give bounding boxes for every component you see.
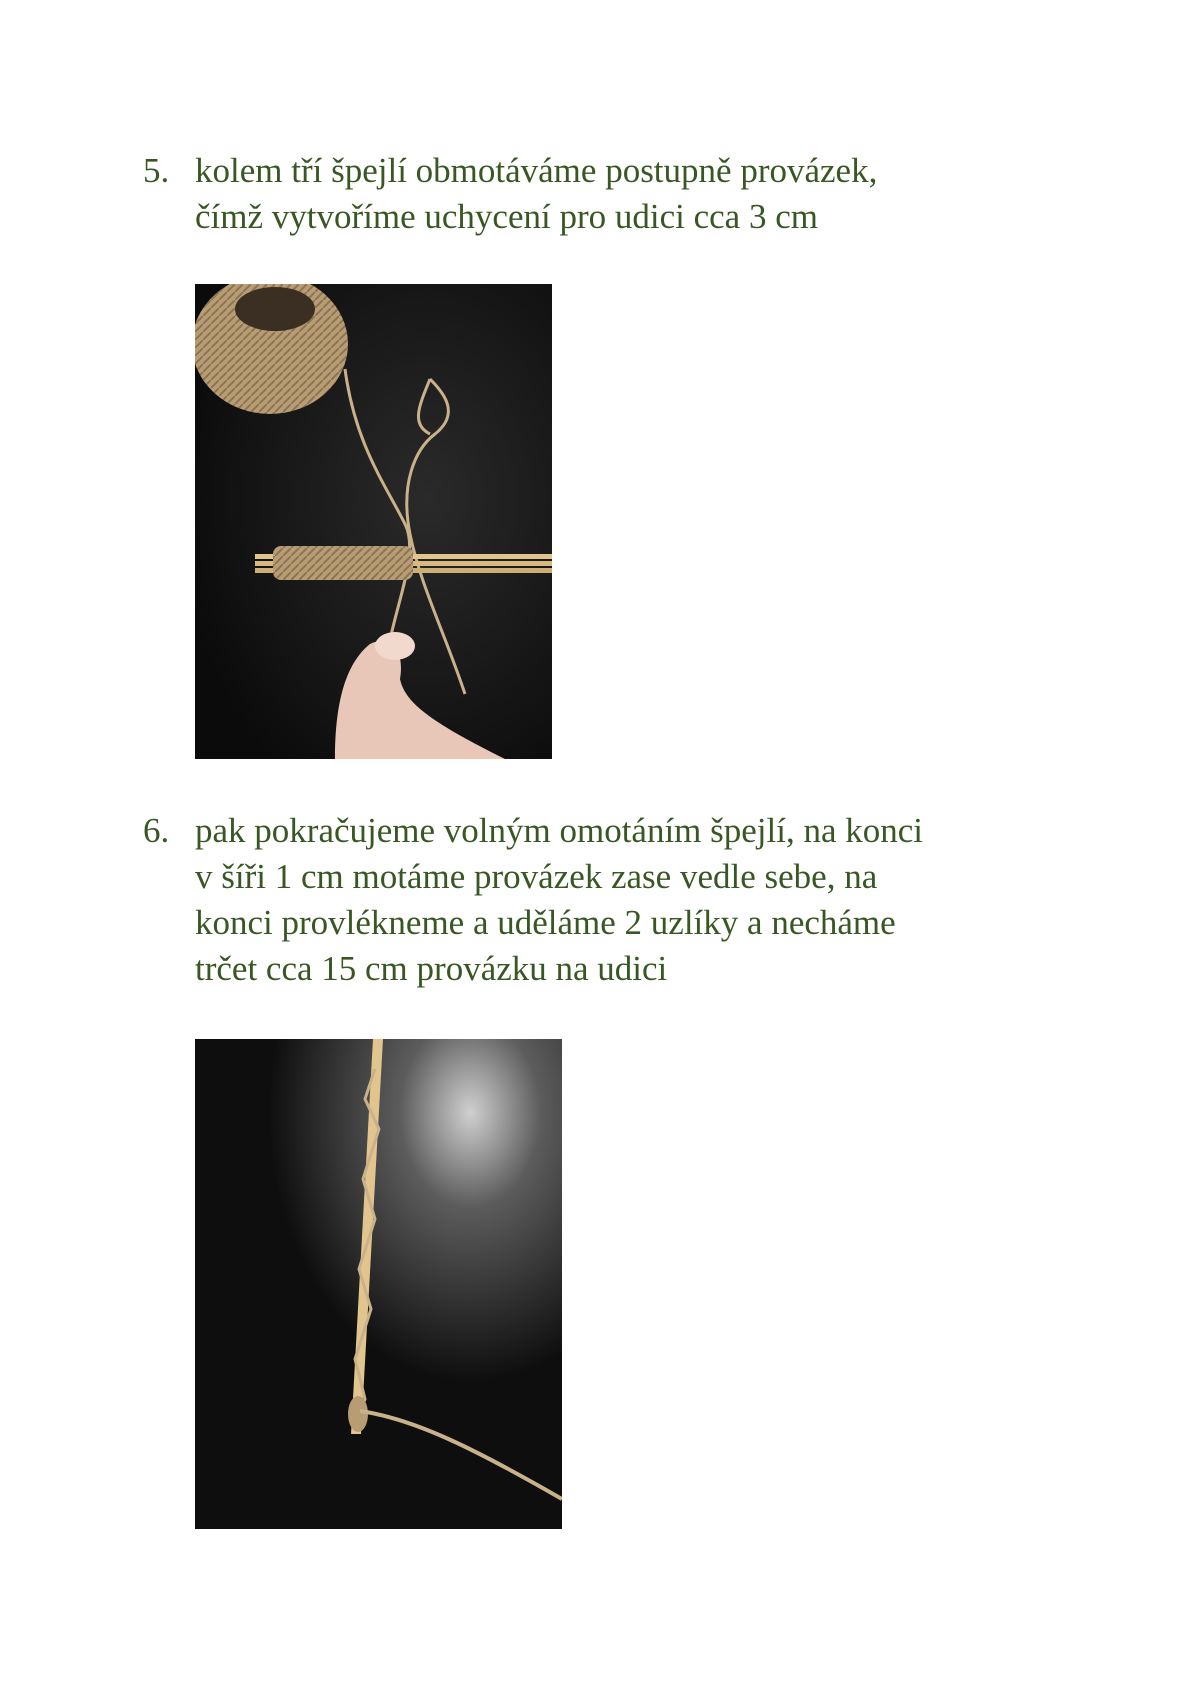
step-text-line: v šíři 1 cm motáme provázek zase vedle sebe, na	[195, 857, 878, 896]
step-number: 6.	[143, 811, 170, 850]
step-text	[195, 148, 1063, 240]
photo-wrapping-skewers	[195, 284, 552, 759]
step-number: 5.	[143, 151, 170, 190]
photo-finished-rod	[195, 1039, 562, 1529]
step-text-line: čímž vytvoříme uchycení pro udici cca 3 cm	[195, 197, 818, 236]
step-6	[143, 808, 1063, 992]
step-text-line: pak pokračujeme volným omotáním špejlí, na konci	[195, 811, 924, 850]
step-text-line: kolem tří špejlí obmotáváme postupně provázek,	[195, 151, 878, 190]
step-text-line: konci provlékneme a uděláme 2 uzlíky a necháme	[195, 903, 896, 942]
step-text	[195, 808, 1063, 992]
step-text-line: trčet cca 15 cm provázku na udici	[195, 949, 668, 988]
step-5	[143, 148, 1063, 240]
